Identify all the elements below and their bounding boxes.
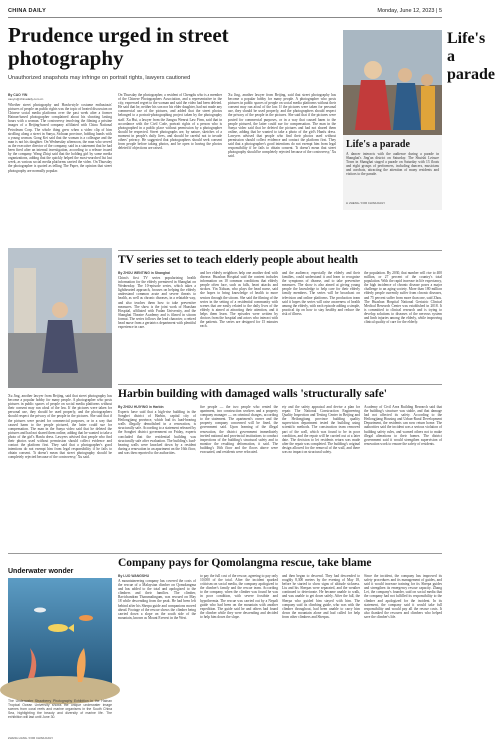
prudence-headline: Prudence urged in street photography	[8, 23, 229, 70]
company-col-1: A mountaineering company has covered the costs of the rescue of a Malaysian climber on Qomolangma and has added to the total and apologized to the climbers and their families. The climber, Ravichandran Tharumalingam, was rescued on May 18 while descending from the peak. He had been left behind after his Sherpa guide and companions moved ahead. Footage of the rescue shows the climber being carried down a slope on the south side of the mountain, known as Mount Everest in the West.	[118, 579, 196, 620]
harbin-col-4: Academy of Civil Area Building Research said that the building's structure was stable, and that damage had not affected its safety. According to the Heilongjiang Housing and Urban-Rural Development Department, the residents can now return home. The authorities said the incident was a serious violation of building safety rules, and warned others not to make illegal alterations to their homes. The district government said it would strengthen supervision of renovation work to ensure the safety of residents.	[364, 405, 442, 446]
tv-headline: TV series set to teach elderly people about health	[118, 254, 358, 266]
divider	[118, 250, 442, 251]
life-parade-box: Life's a parade A dancer interacts with the audience during a parade in Shanghai's Jing'an district on Saturday. The Shuishi Leisure Town in Shanghai staged a parade on Saturday with 13 floats and eight groups of performers, including dancers, musicians and acrobats, attracting the attention of many residents and visitors to the parade. LI ZHENG / FOR CHINA DAILY	[343, 30, 442, 210]
page-date: Monday, June 12, 2023 | 5	[377, 8, 442, 14]
underwater-credit: ZHANG LIANG / FOR CHINA DAILY	[8, 736, 54, 740]
company-headline: Company pays for Qomolangma rescue, take blame	[118, 557, 372, 569]
company-col-4: Since the incident, the company has improved its safety procedures and its management of guides, and said it would increase training for its Sherpa guides and strengthen its emergency rescue capacity. Zhang Lei, the company's founder, said on social media that the company had not fulfilled its responsibility to the climber and apologized for the incident. In its statement, the company said it would take full responsibility and would pay all the rescue costs. It also thanked the rescuers and climbers who helped save the climber's life.	[364, 574, 442, 619]
tv-col-3: and the audience, especially the elderly and their families, could understand it and learn to recognize the symptoms of disease, and to take preventive measures. The show is also aimed at giving young people the knowledge to help care for their elderly family members. The series will be broadcast on television and online platforms. The production team said it hopes the series will raise awareness of health among the elderly, with each episode adding a simple, practical tip on how to stay healthy and reduce the risk of illness.	[282, 271, 360, 316]
underwater-caption: The Underwater Strawberry Photography Exhibition in the Hainan Tropical Ocean University shows the unique underwater image scenes from coral reefs and marine organisms in the South China Sea, highlighting the beauty and diversity of marine life. The exhibition will last until June 30.	[8, 699, 112, 719]
prudence-col-1-cont: Xu Jing, another lawyer from Beijing, said that street photography has become a popular hobby for many people. A photographer who posts pictures in public spaces of people on social media platforms without their consent may run afoul of the law. If the pictures were taken for personal use, they should be used properly, and the photographers should respect the privacy of the people in the pictures. She said that if the pictures were posted for commercial purposes, or in a way that caused harm to the people pictured, the latter could sue for compensation. The man in the Sanya video said that he deleted the pictures and had not shared them online, adding that he wanted to take a photo of the girl's Hanfu dress. Lawyers advised that people who find their photos used without permission should collect evidence and contact the platform first. They said that a photographer's good intentions do not exempt him from legal responsibility if he fails to obtain consent. 'It doesn't mean that street photography should be completely rejected because of the controversy,' Xu said.	[8, 394, 112, 460]
underwater-headline: Underwater wonder	[8, 568, 74, 575]
harbin-col-2: fire people — the two people who rented the apartment, two construction workers and a property company manager — on criminal charges, according to the statement. The apartment's owner and the property company concerned will be fined, the government said. Upon learning of the illegal renovation, the district government immediately invited national and provincial institutions to conduct inspections of the building's structural safety and to monitor the resulting deformation, it said. The building's 16th floor and the floors above were evacuated, and residents were relocated.	[200, 405, 278, 455]
prudence-col-2: On Thursday the photographer, a resident of Chengdu who is a member of the Chinese Photographers Association, and a representative in the city, expressed regret to the woman and said the video had been deleted. He said that he, neither his son nor his elder daughter, had not made any commercial use of the pictures, and added that the street photos belonged to a portrait-photographing project taken by the photography staff. Xu Hui, a lawyer from the Jiangsu Wenrui Law Firm, said that in accordance with the Civil Code, portrait rights of a person who is photographed in a public place without permission by a photographer should be respected. Street photographs are, by nature, sketches of a moment in people's daily lives, and should be careful not to invade others' privacy. He suggested that photographers should seek consent from people before taking photos, and be open to having the photos deleted if objections are raised.	[118, 93, 222, 151]
company-byline: By LUO WANGSHU	[118, 574, 150, 578]
company-col-3: and then began to descend. They had descended to roughly 8,300 meters by the evening of May 18, before he started to show signs of altitude sickness. Liu and his Sherpas were separated, and the weather continued to deteriorate. He became unable to walk, and was unable to get down safely. After the fall, the Sherpa who guided him stayed with him. The company said its climbing guide, who was with the climber throughout, had been unable to carry him down the mountain alone and had called for help from other climbers and Sherpas.	[282, 574, 360, 619]
tv-col-2: and her elderly neighbors help one another deal with disease. Huashan Hospital said the content includes information on 10 common conditions that elderly people often face, such as falls, heart attacks and strokes. Yin Xiduan, who plays the head nurse, said she hopes to bring knowledge of health to more seniors through the sitcom. She said the filming of the series in the setting of a residential community with scenes that are easily related to the daily lives of the elderly is aimed at attracting their attention, and it helps them learn. The episodes were written by doctors from the hospital and actors who interact with the patients. The series are designed for 15 minutes each.	[200, 271, 278, 329]
masthead-brand: CHINA DAILY	[8, 8, 47, 14]
underwater-photo	[8, 578, 112, 696]
harbin-headline: Harbin building with damaged walls 'structurally safe'	[118, 388, 388, 400]
street-photo-art	[8, 248, 112, 388]
tv-col-1: China's first TV series popularizing health information for the elderly premiered in Shanghai on Wednesday. The 10-episode series, which takes a lighthearted approach, focuses on helping the elderly understand common acute and severe threats to health, as well as chronic diseases, in a relatable way, and also teaches them how to take preventive measures. The show is the joint work of Huashan Hospital, affiliated with Fudan University, and the Shanghai Theatre Academy and is filmed in sitcom format. The series follows the lead character, a retired head nurse from a geriatrics department with plentiful experience in care.	[118, 276, 196, 330]
harbin-byline: By ZHOU HUIYING in Harbin	[118, 405, 164, 409]
street-photo	[8, 248, 112, 388]
prudence-byline-email: caoyin@chinadaily.com.cn	[8, 97, 44, 101]
harbin-col-3: ety and the safety appraisal and devise a plan for repair. The National Construction Engineering Quality Inspection and Testing Center in Beijing and the Heilongjiang province building quality supervision department tested the building using scientific methods. The construction team removed part of the wall, which was found to be in poor condition, and the repair will be carried out at a later date. The decision to let residents return was made after the repair was completed. The building's original design allowed for the removal of the wall, and there was no impact on structural safety.	[282, 405, 360, 455]
life-credit: LI ZHENG / FOR CHINA DAILY	[346, 201, 386, 205]
harbin-col-1: Experts have said that a high-rise building in the Songbei district of Harbin, capital city of Heilongjiang province, which had its load-bearing walls illegally demolished in a renovation, is structurally safe. According to a statement released by the Songbei district government on Friday, experts concluded that the residential building was structurally safe after evaluation. The building's load-bearing walls were knocked down by a resident during a renovation in an apartment on the 16th floor, and was then reported to the authorities.	[118, 410, 196, 455]
tv-col-4: the population. By 2030, that number will rise to 400 million, or 27 percent of the country's total population. With the rapid increase in life expectancy, the high incidence of chronic disease poses a major challenge to an aging society. More than 180 million elderly people currently suffer from chronic diseases, and 75 percent suffer from more than one, said Zhou. The Huashan Hospital National Geriatric Clinical Medical Research Center was established in 2018. It is committed to clinical research and is trying to develop solutions to diseases of the nervous system and limb injuries among the elderly, while improving clinical quality of care for the elderly.	[364, 271, 442, 325]
divider	[8, 553, 442, 554]
prudence-col-1: Whether street photography and Hanfu-style costume enthusiasts' pictures of people on public rights was the topic of heated discussion on Chinese social media platforms over the past week after a former Hainan-based photographer complained about his shooting lasting hours with a woman. The controversy involving the filming a pristine images of a Beijing-based company affiliated with China National Petroleum Corp. The whole thing grew when a video clip of him strolling along a street in Sanya, Sichuan province, holding hands with a young woman. Gong Kei said that the woman is a colleague and the man is not his daughter. On Wednesday afternoon, the man who served as the executive director of the company, said in a statement that he had been fired after an internal investigation, according to a release issued by the company. Wang Zhiqi said that the holding girl by some media organizations, adding that the quickly helped the most-searched list last week, as various social media platforms carried the video. On Thursday the photographer is quoted as telling The Paper, the opinion that street photography are normally popular.	[8, 103, 112, 173]
prudence-col-3: Xu Jing, another lawyer from Beijing, said that street photography has become a popular hobby for many people. A photographer who posts pictures in public spaces of people on social media platforms without their consent may run afoul of the law. If the pictures were taken for personal use, they should be used properly, and the photographers should respect the privacy of the people in the pictures. She said that if the pictures were posted for commercial purposes, or in a way that caused harm to the people pictured, the latter could sue for compensation. The man in the Sanya video said that he deleted the pictures and had not shared them online, adding that he wanted to take a photo of the girl's Hanfu dress. Lawyers advised that people who find their photos used without permission should collect evidence and contact the platform first. They said that a photographer's good intentions do not exempt him from legal responsibility if he fails to obtain consent. 'It doesn't mean that street photography should be completely rejected because of the controversy,' Xu said.	[228, 93, 336, 159]
page-header	[8, 6, 442, 18]
underwater-photo-art	[8, 578, 112, 696]
parade-photo	[343, 30, 442, 135]
company-col-2: to pay the full cost of the rescue, agreeing to pay only 10,000 of the total. After the incident sparked criticism on social media, the company apologized to the climber's family and the rescue team. According to the company, when the climber was found he was in poor condition, with severe frostbite and hypothermia. The rescue was carried out by a Nepali guide who had been on the mountain with another expedition. The guide said he and others had found the climber while they were descending and decided to help him down the slope.	[200, 574, 278, 619]
life-body: A dancer interacts with the audience during a parade in Shanghai's Jing'an district on Saturday. The Shuishi Leisure Town in Shanghai staged a parade on Saturday with 13 floats and eight groups of performers, including dancers, musicians and acrobats, attracting the attention of many residents and visitors to the parade.	[346, 152, 439, 177]
parade-photo-art	[343, 30, 442, 135]
prudence-subhead: Unauthorized snapshots may infringe on portrait rights, lawyers cautioned	[8, 75, 191, 81]
tv-byline: By ZHOU WENTING in Shanghai	[118, 271, 170, 275]
divider	[118, 384, 442, 385]
life-title-visible: Life's a parade	[346, 139, 410, 150]
prudence-byline: By CAO YIN	[8, 93, 28, 97]
